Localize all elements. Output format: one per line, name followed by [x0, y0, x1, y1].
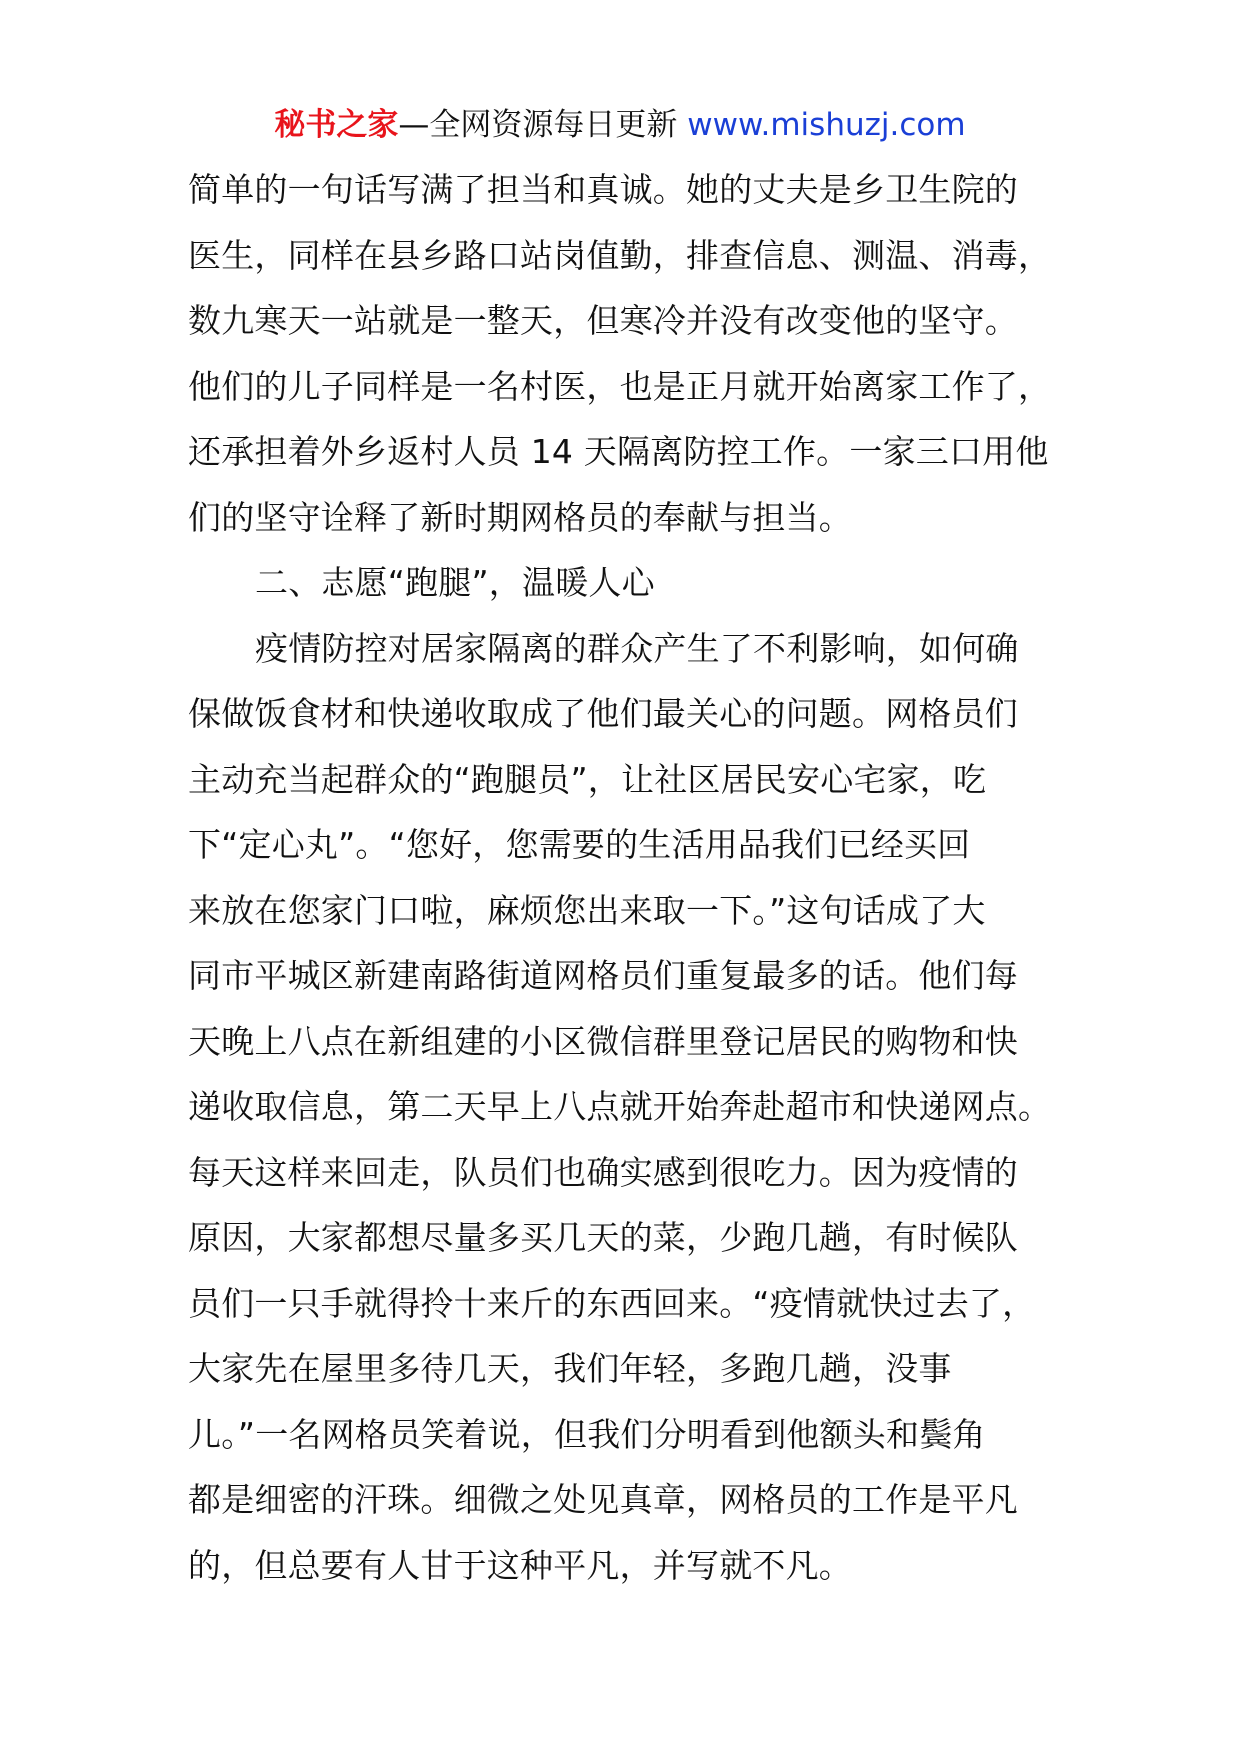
header-tagline: —全网资源每日更新 [398, 107, 688, 143]
text-line: 简单的一句话写满了担当和真诚。她的丈夫是乡卫生院的 [188, 170, 1018, 209]
text-line: 天晚上八点在新组建的小区微信群里登记居民的购物和快 [188, 1021, 1018, 1061]
text-line: 数九寒天一站就是一整天，但寒冷并没有改变他的坚守。 [188, 301, 1018, 340]
text-line: 每天这样来回走，队员们也确实感到很吃力。因为疫情的 [188, 1152, 1018, 1192]
text-line: 大家先在屋里多待几天，我们年轻，多跑几趟，没事 [188, 1349, 952, 1388]
site-header [0, 101, 1240, 149]
text-line: 的，但总要有人甘于这种平凡，并写就不凡。 [188, 1545, 852, 1585]
text-line: 来放在您家门口啦，麻烦您出来取一下。”这句话成了大 [188, 890, 986, 930]
text-line: 们的坚守诠释了新时期网格员的奉献与担当。 [188, 497, 852, 537]
text-line: 医生，同样在县乡路口站岗值勤，排查信息、测温、消毒， [188, 235, 1052, 275]
text-line: 员们一只手就得拎十来斤的东西回来。“疫情就快过去了， [188, 1283, 1036, 1323]
text-line: 都是细密的汗珠。细微之处见真章，网格员的工作是平凡 [188, 1480, 1018, 1519]
text-line: 还承担着外乡返村人员 14 天隔离防控工作。一家三口用他 [188, 432, 1049, 471]
paragraph-start: 疫情防控对居家隔离的群众产生了不利影响，如何确 [255, 628, 1019, 668]
text-line: 儿。”一名网格员笑着说，但我们分明看到他额头和鬓角 [188, 1414, 986, 1454]
site-url[interactable]: www.mishuzj.com [687, 107, 966, 143]
text-line: 原因，大家都想尽量多买几天的菜，少跑几趟，有时候队 [188, 1218, 1018, 1257]
brand-name: 秘书之家 [274, 107, 399, 143]
text-line: 同市平城区新建南路街道网格员们重复最多的话。他们每 [188, 956, 1018, 995]
text-line: 保做饭食材和快递收取成了他们最关心的问题。网格员们 [188, 694, 1018, 733]
text-line: 下“定心丸”。“您好，您需要的生活用品我们已经买回 [188, 825, 971, 864]
article-body [188, 157, 1064, 1598]
text-line: 他们的儿子同样是一名村医，也是正月就开始离家工作了， [188, 366, 1052, 406]
text-line: 递收取信息，第二天早上八点就开始奔赴超市和快递网点。 [188, 1087, 1052, 1126]
text-line: 主动充当起群众的“跑腿员”，让社区居民安心宅家，吃 [188, 759, 987, 799]
section-heading: 二、志愿“跑腿”，温暖人心 [255, 563, 655, 602]
